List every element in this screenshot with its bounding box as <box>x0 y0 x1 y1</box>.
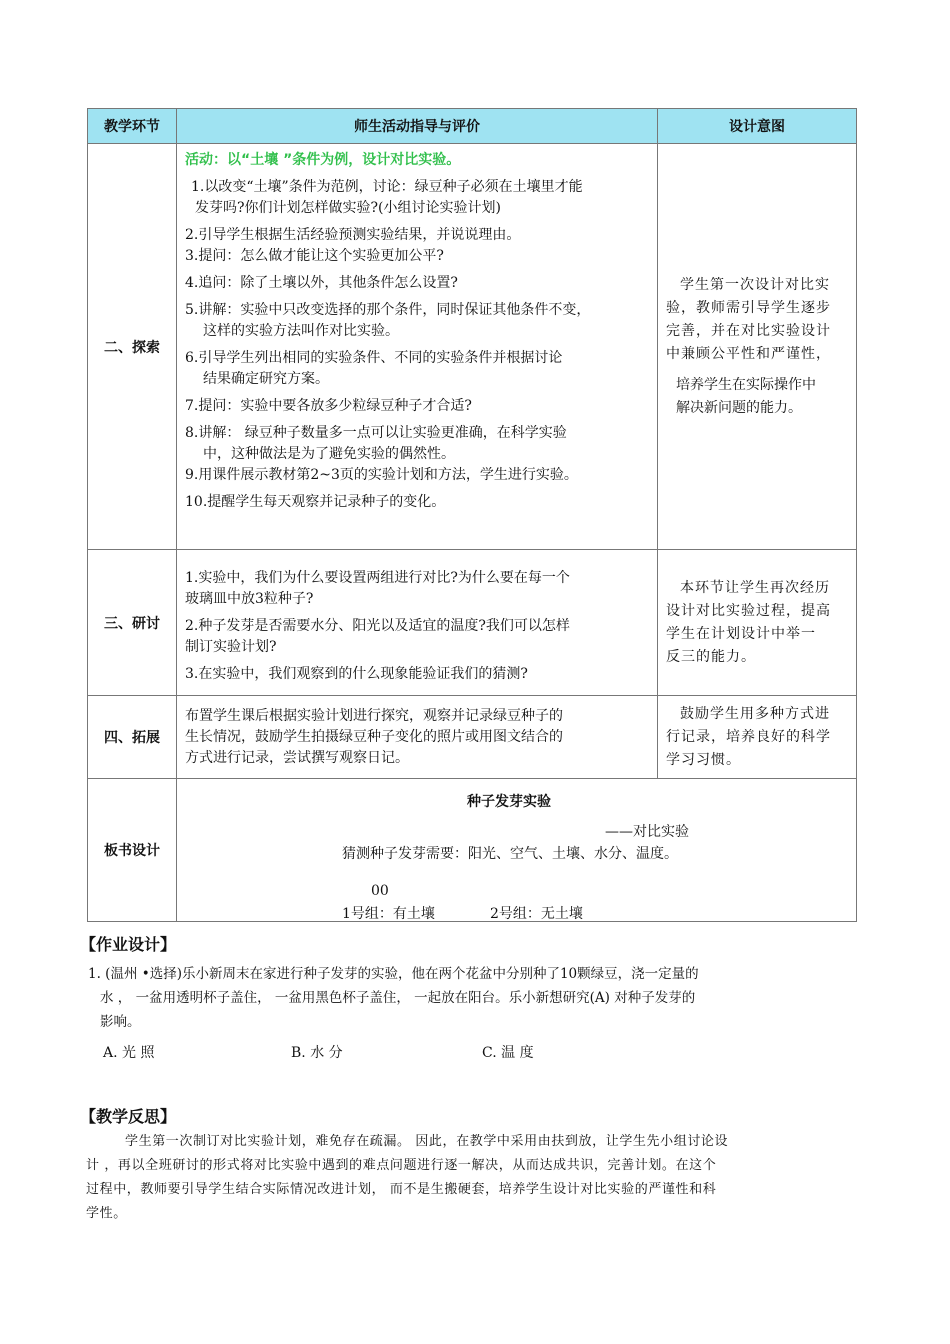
board-marks: 00 <box>371 883 389 899</box>
discuss-item-1b: 玻璃皿中放3粒种子? <box>185 591 314 607</box>
option-c: C. 温 度 <box>482 1045 534 1061</box>
explore-design-line: 学生第一次设计对比实 <box>680 276 830 293</box>
stage-extend: 四、拓展 <box>88 696 177 779</box>
board-group-2: 2号组：无土壤 <box>490 906 583 922</box>
discuss-design-line: 本环节让学生再次经历 <box>680 579 830 596</box>
explore-item-5b: 这样的实验方法叫作对比实验。 <box>203 323 399 339</box>
extend-line: 布置学生课后根据实验计划进行探究，观察并记录绿豆种子的 <box>185 708 563 724</box>
extend-design-line: 鼓励学生用多种方式进 <box>680 705 830 722</box>
row-explore <box>88 144 857 550</box>
reflection-line: 计 ，再以全班研讨的形式将对比实验中遇到的难点问题进行逐一解决，从而达成共识，完善计划。在这个 <box>86 1158 717 1173</box>
discuss-design-line: 反三的能力。 <box>666 648 756 665</box>
board-title: 种子发芽实验 <box>467 794 551 810</box>
lesson-plan-table <box>87 108 857 922</box>
header-design-intent: 设计意图 <box>658 109 857 144</box>
homework-title: 【作业设计】 <box>80 935 177 954</box>
reflection-title: 【教学反思】 <box>80 1107 177 1126</box>
explore-item-5a: 5.讲解：实验中只改变选择的那个条件，同时保证其他条件不变， <box>185 302 591 318</box>
extend-design-line: 行记录，培养良好的科学 <box>666 728 831 745</box>
explore-design-line: 培养学生在实际操作中 <box>676 376 816 393</box>
header-activity: 师生活动指导与评价 <box>177 109 658 144</box>
explore-item-1b: 发芽吗?你们计划怎样做实验?(小组讨论实验计划) <box>195 200 501 216</box>
discuss-item-2b: 制订实验计划? <box>185 639 277 655</box>
board-subtitle: ——对比实验 <box>605 824 689 840</box>
explore-item-3: 3.提问：怎么做才能让这个实验更加公平? <box>185 248 444 264</box>
explore-item-8b: 中，这种做法是为了避免实验的偶然性。 <box>203 446 455 462</box>
stage-board: 板书设计 <box>88 779 177 922</box>
stage-explore: 二、探索 <box>88 144 177 550</box>
homework-question-line: 影响。 <box>100 1014 141 1030</box>
discuss-design-intent <box>658 550 857 696</box>
discuss-item-3: 3.在实验中，我们观察到的什么现象能验证我们的猜测? <box>185 666 528 682</box>
extend-design-line: 学习习惯。 <box>666 751 741 768</box>
option-a: A. 光 照 <box>103 1045 155 1061</box>
discuss-design-line: 设计对比实验过程，提高 <box>666 602 831 619</box>
explore-item-2: 2.引导学生根据生活经验预测实验结果，并说说理由。 <box>185 227 521 243</box>
discuss-design-line: 学生在计划设计中举一 <box>666 625 816 642</box>
explore-item-8a: 8.讲解： 绿豆种子数量多一点可以让实验更准确，在科学实验 <box>185 425 567 441</box>
explore-item-7: 7.提问：实验中要各放多少粒绿豆种子才合适? <box>185 398 472 414</box>
discuss-item-1a: 1.实验中，我们为什么要设置两组进行对比?为什么要在每一个 <box>185 570 570 586</box>
explore-design-line: 中兼顾公平性和严谨性， <box>666 345 831 362</box>
explore-item-6a: 6.引导学生列出相同的实验条件、不同的实验条件并根据讨论 <box>185 350 563 366</box>
extend-design-intent <box>658 696 857 779</box>
extend-activities <box>177 696 658 779</box>
row-extend <box>88 696 857 779</box>
reflection-line: 学性。 <box>86 1206 127 1221</box>
board-guess: 猜测种子发芽需要：阳光、空气、土壤、水分、温度。 <box>342 846 678 862</box>
homework-question-line: 水 ， 一盆用透明杯子盖住， 一盆用黑色杯子盖住， 一起放在阳台。乐小新想研究(A) 对种子发芽的 <box>100 990 696 1006</box>
option-b: B. 水 分 <box>291 1045 343 1061</box>
header-stage: 教学环节 <box>88 109 177 144</box>
reflection-line: 过程中，教师要引导学生结合实际情况改进计划， 而不是生搬硬套，培养学生设计对比实验的严谨性和科 <box>86 1182 717 1197</box>
row-board <box>88 779 857 922</box>
explore-item-10: 10.提醒学生每天观察并记录种子的变化。 <box>185 494 446 510</box>
discuss-item-2a: 2.种子发芽是否需要水分、阳光以及适宜的温度?我们可以怎样 <box>185 618 570 634</box>
extend-line: 生长情况，鼓励学生拍摄绿豆种子变化的照片或用图文结合的 <box>185 729 563 745</box>
explore-item-1a: 1.以改变“土壤”条件为范例，讨论：绿豆种子必须在土壤里才能 <box>191 179 583 195</box>
explore-item-9: 9.用课件展示教材第2~3页的实验计划和方法，学生进行实验。 <box>185 467 578 483</box>
explore-item-6b: 结果确定研究方案。 <box>203 371 329 387</box>
homework-question-line: 1. (温州 •选择)乐小新周末在家进行种子发芽的实验，他在两个花盆中分别种了10颗绿豆，浇一定量的 <box>88 966 699 982</box>
board-design <box>177 779 857 922</box>
extend-line: 方式进行记录，尝试撰写观察日记。 <box>185 750 409 766</box>
explore-design-line: 验，教师需引导学生逐步 <box>666 299 831 316</box>
table-header-row <box>88 109 857 144</box>
stage-discuss: 三、研讨 <box>88 550 177 696</box>
reflection-line: 学生第一次制订对比实验计划，难免存在疏漏。 因此，在教学中采用由扶到放，让学生先小组讨论设 <box>125 1134 729 1149</box>
discuss-activities <box>177 550 658 696</box>
explore-design-line: 完善，并在对比实验设计 <box>666 322 831 339</box>
explore-activities <box>177 144 658 550</box>
board-group-1: 1号组：有土壤 <box>342 906 435 922</box>
activity-title: 活动：以“土壤 ”条件为例，设计对比实验。 <box>185 152 461 168</box>
row-discuss <box>88 550 857 696</box>
explore-item-4: 4.追问：除了土壤以外，其他条件怎么设置? <box>185 275 458 291</box>
explore-design-intent <box>658 144 857 550</box>
explore-design-line: 解决新问题的能力。 <box>676 399 802 416</box>
